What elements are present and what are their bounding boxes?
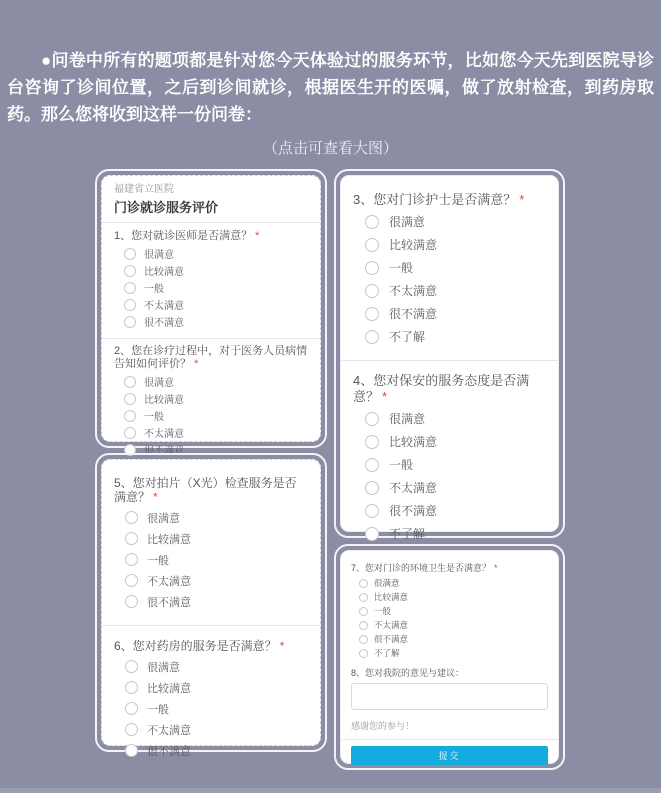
radio-option[interactable]: 很不满意 bbox=[114, 313, 308, 330]
radio-icon[interactable] bbox=[359, 607, 368, 616]
radio-option[interactable]: 比较满意 bbox=[114, 262, 308, 279]
radio-icon[interactable] bbox=[125, 595, 138, 608]
page-bottom-edge bbox=[0, 788, 661, 793]
radio-icon[interactable] bbox=[124, 410, 136, 422]
radio-icon[interactable] bbox=[124, 427, 136, 439]
radio-icon[interactable] bbox=[124, 265, 136, 277]
submit-button[interactable]: 提交 bbox=[351, 746, 548, 765]
radio-option[interactable]: 很满意 bbox=[114, 656, 308, 677]
radio-option[interactable]: 不太满意 bbox=[114, 719, 308, 740]
divider bbox=[102, 222, 320, 223]
radio-icon[interactable] bbox=[365, 284, 379, 298]
question-5 bbox=[114, 476, 308, 612]
radio-icon[interactable] bbox=[359, 621, 368, 630]
required-asterisk: * bbox=[519, 192, 525, 207]
radio-option[interactable]: 很满意 bbox=[114, 245, 308, 262]
radio-icon[interactable] bbox=[359, 649, 368, 658]
radio-option[interactable]: 不太满意 bbox=[351, 618, 548, 632]
survey-card-3 bbox=[101, 459, 321, 758]
required-asterisk: * bbox=[279, 639, 285, 653]
radio-icon[interactable] bbox=[365, 481, 379, 495]
radio-icon[interactable] bbox=[125, 532, 138, 545]
required-asterisk: * bbox=[194, 358, 199, 370]
radio-option[interactable]: 不太满意 bbox=[353, 476, 546, 499]
radio-icon[interactable] bbox=[365, 238, 379, 252]
survey-card-2 bbox=[340, 175, 559, 541]
radio-option[interactable]: 很不满意 bbox=[351, 632, 548, 646]
radio-option[interactable]: 不太满意 bbox=[353, 279, 546, 302]
required-asterisk: * bbox=[382, 389, 388, 404]
required-asterisk: * bbox=[494, 563, 498, 573]
question-1 bbox=[114, 230, 308, 330]
radio-icon[interactable] bbox=[365, 261, 379, 275]
radio-icon[interactable] bbox=[125, 660, 138, 673]
survey-panel-4[interactable] bbox=[334, 544, 565, 770]
radio-icon[interactable] bbox=[125, 511, 138, 524]
radio-option[interactable]: 比较满意 bbox=[353, 233, 546, 256]
enlarge-hint: （点击可查看大图） bbox=[262, 140, 398, 157]
radio-option[interactable]: 一般 bbox=[353, 453, 546, 476]
radio-icon[interactable] bbox=[124, 282, 136, 294]
radio-icon[interactable] bbox=[125, 744, 138, 757]
thanks-text: 感谢您的参与！ bbox=[351, 721, 415, 731]
radio-option[interactable]: 很不满意 bbox=[114, 591, 308, 612]
intro-paragraph: ●问卷中所有的题项都是针对您今天体验过的服务环节，比如您今天先到医院导诊台咨询了诊间位置，之后到诊间就诊，根据医生开的医嘱，做了放射检查，到药房取药。那么您将收到这样一份问卷： bbox=[7, 51, 654, 124]
question-7 bbox=[351, 563, 548, 660]
radio-option[interactable]: 很不满意 bbox=[114, 441, 308, 458]
radio-option[interactable]: 不了解 bbox=[351, 646, 548, 660]
radio-icon[interactable] bbox=[365, 330, 379, 344]
question-label: 7、您对门诊的环境卫生是否满意？ * bbox=[351, 563, 498, 573]
radio-option[interactable]: 比较满意 bbox=[353, 430, 546, 453]
survey-panel-1[interactable] bbox=[95, 169, 327, 457]
radio-option[interactable]: 一般 bbox=[351, 604, 548, 618]
radio-icon[interactable] bbox=[125, 723, 138, 736]
survey-panel-3[interactable] bbox=[95, 453, 327, 758]
radio-icon[interactable] bbox=[124, 316, 136, 328]
radio-icon[interactable] bbox=[124, 393, 136, 405]
radio-icon[interactable] bbox=[365, 307, 379, 321]
radio-option[interactable]: 一般 bbox=[114, 698, 308, 719]
radio-icon[interactable] bbox=[365, 412, 379, 426]
radio-option[interactable]: 比较满意 bbox=[114, 390, 308, 407]
question-3 bbox=[353, 192, 546, 348]
radio-option[interactable]: 比较满意 bbox=[351, 590, 548, 604]
radio-icon[interactable] bbox=[124, 248, 136, 260]
radio-option[interactable]: 很满意 bbox=[351, 576, 548, 590]
radio-option[interactable]: 不了解 bbox=[353, 522, 546, 545]
question-8 bbox=[351, 668, 548, 710]
radio-icon[interactable] bbox=[124, 376, 136, 388]
question-label: 4、您对保安的服务态度是否满意？ * bbox=[353, 373, 530, 404]
radio-option[interactable]: 一般 bbox=[353, 256, 546, 279]
radio-icon[interactable] bbox=[125, 681, 138, 694]
question-6 bbox=[114, 639, 308, 761]
radio-option[interactable]: 比较满意 bbox=[114, 677, 308, 698]
survey-card-1 bbox=[101, 175, 321, 457]
radio-icon[interactable] bbox=[359, 635, 368, 644]
radio-option[interactable]: 很满意 bbox=[114, 507, 308, 528]
radio-icon[interactable] bbox=[124, 299, 136, 311]
radio-icon[interactable] bbox=[365, 504, 379, 518]
radio-option[interactable]: 一般 bbox=[114, 279, 308, 296]
radio-option[interactable]: 很满意 bbox=[114, 373, 308, 390]
question-label: 8、您对我院的意见与建议： bbox=[351, 668, 465, 678]
radio-option[interactable]: 很满意 bbox=[353, 210, 546, 233]
radio-icon[interactable] bbox=[365, 435, 379, 449]
question-label: 6、您对药房的服务是否满意？ * bbox=[114, 639, 285, 653]
radio-icon[interactable] bbox=[365, 527, 379, 541]
radio-option[interactable]: 很满意 bbox=[353, 407, 546, 430]
survey-title: 门诊就诊服务评价 bbox=[114, 200, 219, 215]
divider bbox=[341, 739, 558, 740]
radio-icon[interactable] bbox=[125, 702, 138, 715]
question-2 bbox=[114, 345, 308, 458]
radio-option[interactable]: 比较满意 bbox=[114, 528, 308, 549]
divider bbox=[102, 338, 320, 339]
question-label: 2、您在诊疗过程中，对于医务人员病情告知如何评价？ * bbox=[114, 345, 308, 370]
radio-icon[interactable] bbox=[359, 579, 368, 588]
radio-option[interactable]: 很不满意 bbox=[114, 740, 308, 761]
radio-option[interactable]: 一般 bbox=[114, 407, 308, 424]
question-label: 3、您对门诊护士是否满意？ * bbox=[353, 192, 525, 207]
question-label: 5、您对拍片（X光）检查服务是否满意？ * bbox=[114, 476, 297, 504]
radio-option[interactable]: 不太满意 bbox=[114, 296, 308, 313]
required-asterisk: * bbox=[153, 490, 158, 504]
survey-card-4 bbox=[340, 550, 559, 764]
divider bbox=[102, 625, 320, 626]
radio-option[interactable]: 不太满意 bbox=[114, 424, 308, 441]
divider bbox=[341, 360, 558, 361]
radio-option[interactable]: 不太满意 bbox=[114, 570, 308, 591]
radio-option[interactable]: 很不满意 bbox=[353, 302, 546, 325]
radio-option[interactable]: 一般 bbox=[114, 549, 308, 570]
required-asterisk: * bbox=[255, 230, 260, 242]
question-4 bbox=[353, 373, 546, 545]
radio-icon[interactable] bbox=[125, 574, 138, 587]
radio-option[interactable]: 很不满意 bbox=[353, 499, 546, 522]
hospital-name: 福建省立医院 bbox=[114, 184, 174, 195]
survey-panel-2[interactable] bbox=[334, 169, 565, 541]
radio-icon[interactable] bbox=[359, 593, 368, 602]
radio-option[interactable]: 不了解 bbox=[353, 325, 546, 348]
radio-icon[interactable] bbox=[365, 458, 379, 472]
question-label: 1、您对就诊医师是否满意？ * bbox=[114, 230, 260, 242]
radio-icon[interactable] bbox=[365, 215, 379, 229]
suggestion-input[interactable] bbox=[351, 683, 548, 710]
radio-icon[interactable] bbox=[125, 553, 138, 566]
